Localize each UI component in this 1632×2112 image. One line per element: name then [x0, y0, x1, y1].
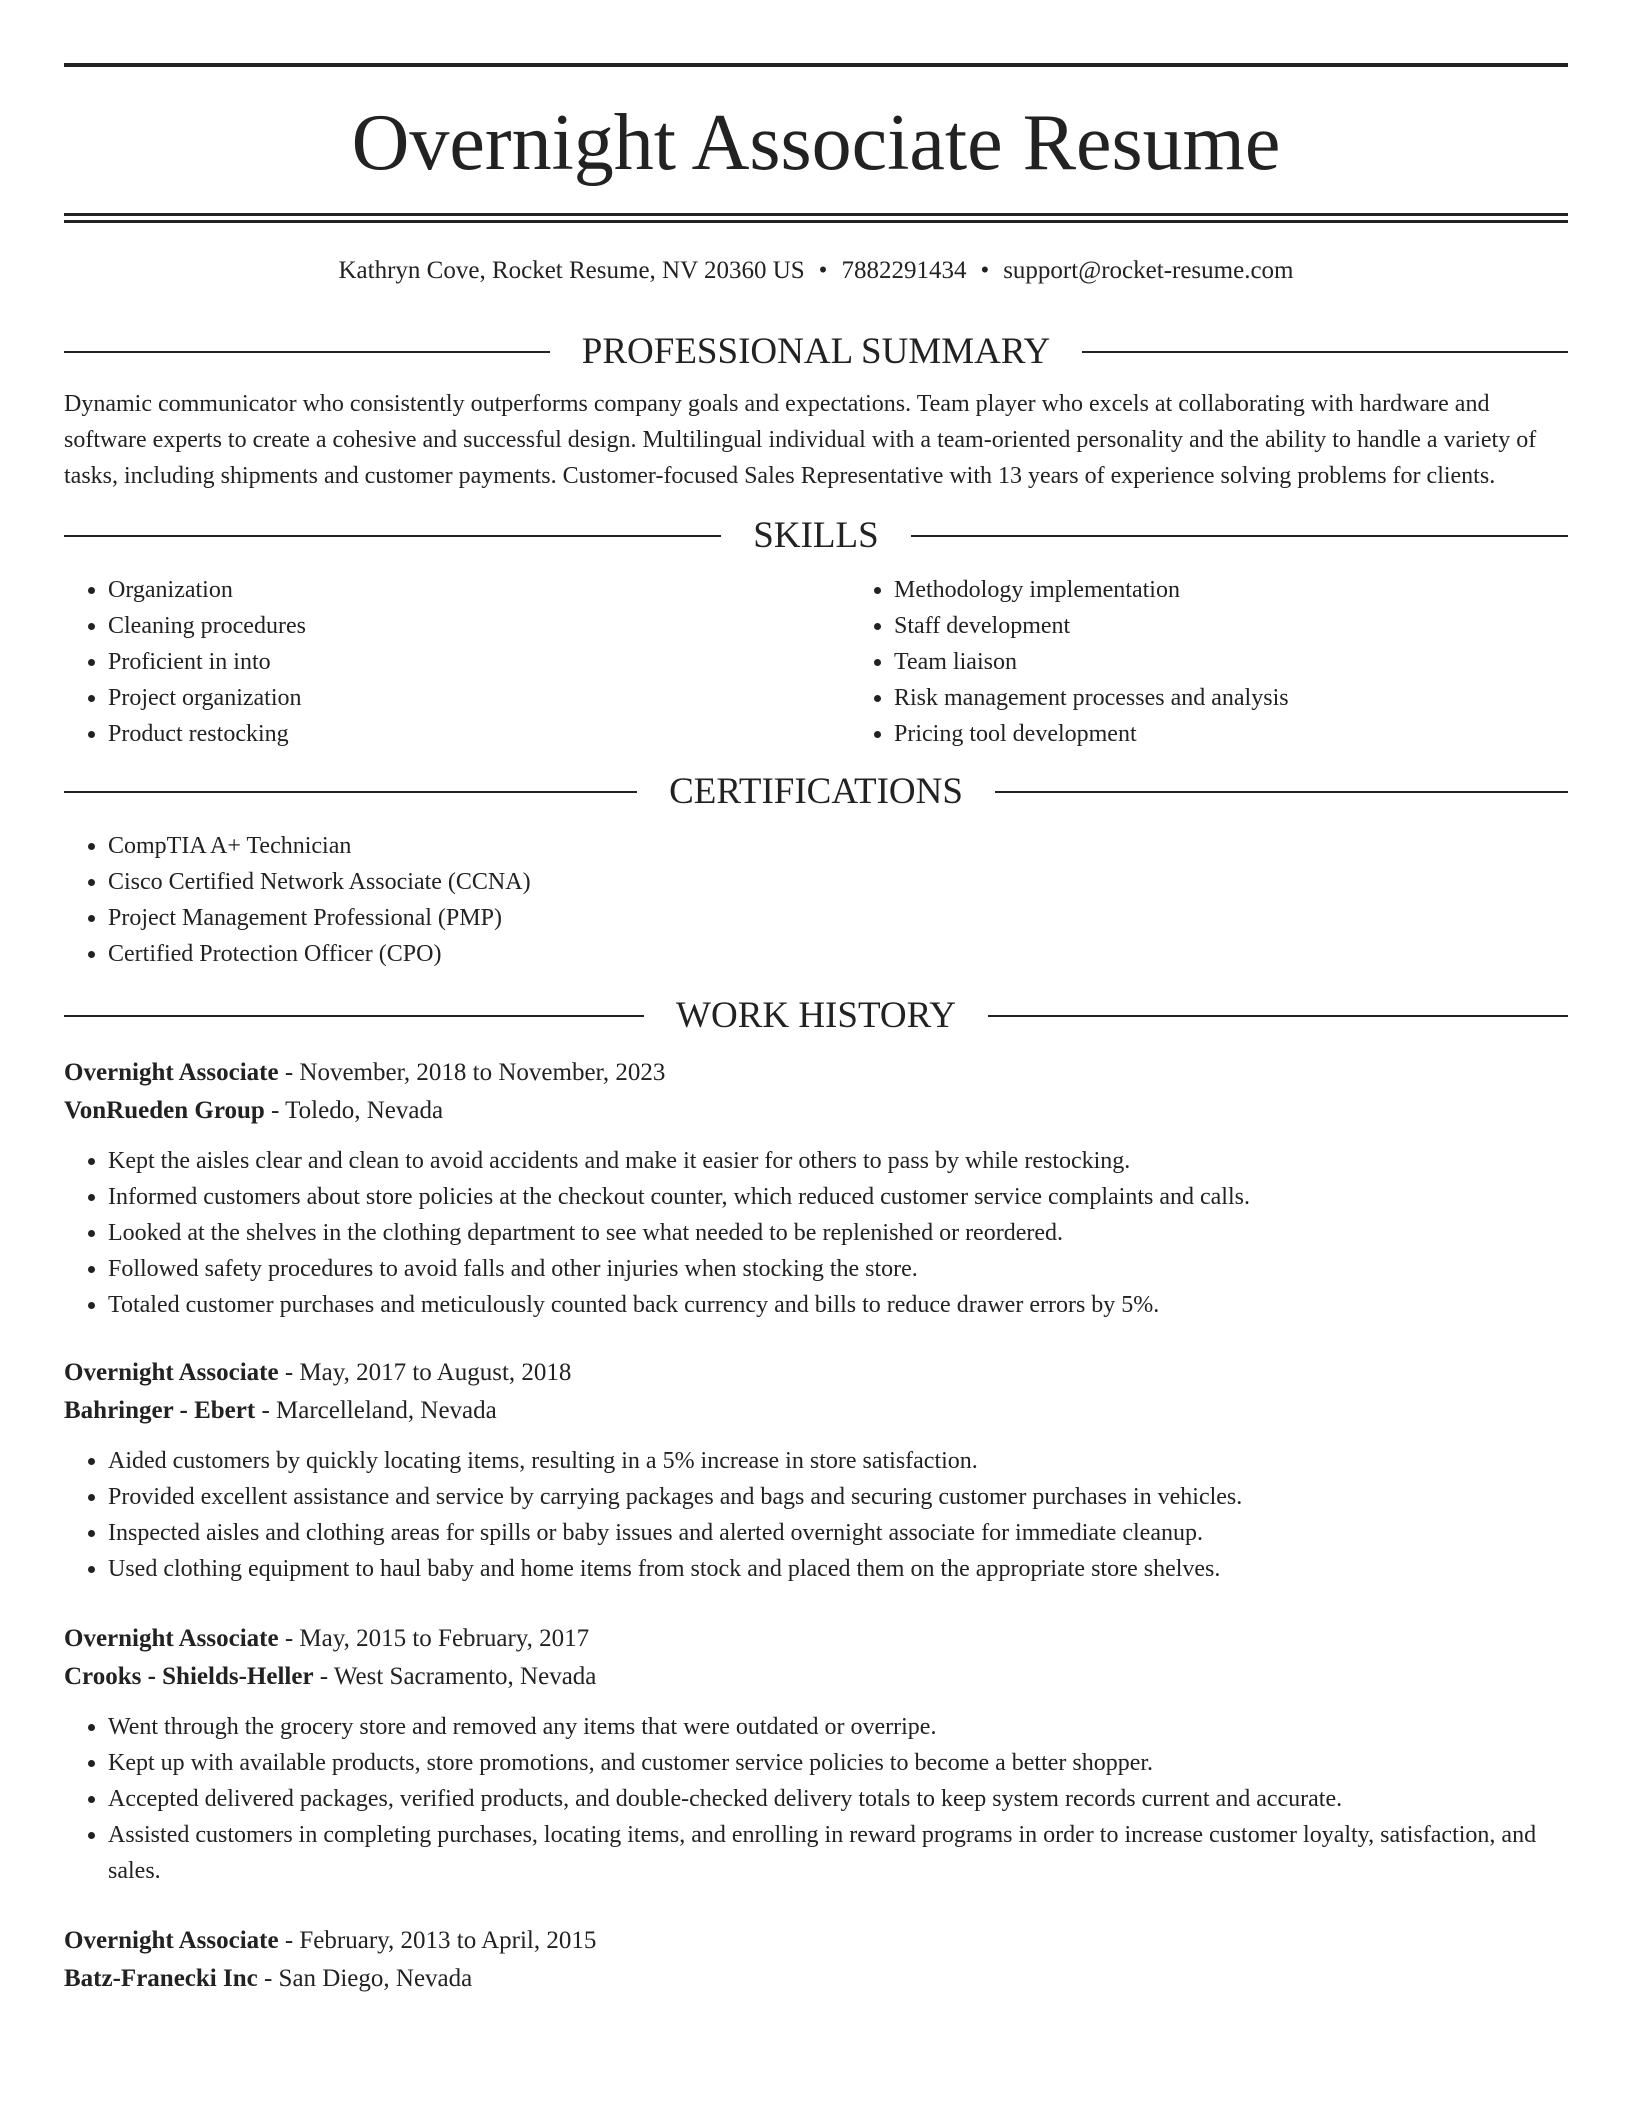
heading-rule	[911, 535, 1568, 537]
skill-item: • Methodology implementation	[894, 572, 1632, 608]
section-heading-certifications	[64, 770, 1568, 814]
skills-grid	[64, 572, 1568, 752]
certification-item: • CompTIA A+ Technician	[108, 828, 1568, 864]
job-company: Bahringer - Ebert	[64, 1397, 256, 1424]
job-company: Crooks - Shields-Heller	[64, 1663, 314, 1690]
job-entry	[64, 1620, 1568, 1889]
job-title: Overnight Associate	[64, 1927, 279, 1954]
skill-item: • Risk management processes and analysis	[894, 680, 1632, 716]
summary-text: Dynamic communicator who consistently outperforms company goals and expectations. Team player who excels at collaborating with hardware and software experts to create a cohesive and successful design. Multilingual individual with a team-oriented personality and the ability to handle a variety of tasks, including shipments and customer payments. Customer-focused Sales Representative with 13 years of experience solving problems for clients.	[64, 391, 1537, 489]
job-title: Overnight Associate	[64, 1359, 279, 1386]
job-duty: • Assisted customers in completing purchases, locating items, and enrolling in reward programs in order to increase customer loyalty, satisfaction, and sales.	[108, 1817, 1568, 1889]
job-duty: • Inspected aisles and clothing areas for spills or baby issues and alerted overnight associate for immediate cleanup.	[108, 1515, 1568, 1551]
heading-rule	[64, 351, 550, 353]
section-title: CERTIFICATIONS	[669, 771, 963, 812]
section-title: PROFESSIONAL SUMMARY	[581, 331, 1051, 372]
page-title: Overnight Associate Resume	[351, 99, 1281, 187]
job-duty: • Kept the aisles clear and clean to avoid accidents and make it easier for others to pass by while restocking.	[108, 1143, 1568, 1179]
job-company-line	[64, 1960, 1568, 1998]
section-title: WORK HISTORY	[676, 995, 956, 1036]
job-dates: - May, 2017 to August, 2018	[278, 1359, 572, 1386]
job-duty: • Followed safety procedures to avoid falls and other injuries when stocking the store.	[108, 1251, 1568, 1287]
skill-item: • Product restocking	[108, 716, 850, 752]
heading-rule	[988, 1015, 1568, 1017]
section-heading-work-history	[64, 994, 1568, 1038]
job-location: - West Sacramento, Nevada	[313, 1663, 597, 1690]
job-duties-list	[64, 1443, 1568, 1587]
skill-item: • Team liaison	[894, 644, 1632, 680]
job-title-line	[64, 1620, 1568, 1658]
title-double-rule	[64, 213, 1568, 223]
job-duty: • Totaled customer purchases and meticulously counted back currency and bills to reduce drawer errors by 5%.	[108, 1287, 1568, 1323]
contact-address: Kathryn Cove, Rocket Resume, NV 20360 US	[338, 257, 805, 284]
job-duty: • Informed customers about store policies at the checkout counter, which reduced customer service complaints and calls.	[108, 1179, 1568, 1215]
skill-item: • Staff development	[894, 608, 1632, 644]
job-duty: • Used clothing equipment to haul baby and home items from stock and placed them on the appropriate store shelves.	[108, 1551, 1568, 1587]
job-dates: - November, 2018 to November, 2023	[278, 1059, 666, 1086]
job-duties-list	[64, 1143, 1568, 1323]
contact-separator: •	[818, 257, 828, 284]
section-heading-skills	[64, 514, 1568, 558]
job-title: Overnight Associate	[64, 1059, 279, 1086]
heading-rule	[1082, 351, 1568, 353]
job-title-line	[64, 1054, 1568, 1092]
job-dates: - February, 2013 to April, 2015	[278, 1927, 597, 1954]
job-duties-list	[64, 1709, 1568, 1889]
job-entry	[64, 1354, 1568, 1587]
section-heading-summary	[64, 330, 1568, 374]
job-company-line	[64, 1092, 1568, 1130]
section-title: SKILLS	[753, 515, 879, 556]
job-company-line	[64, 1392, 1568, 1430]
certifications-list	[64, 828, 1568, 972]
heading-rule	[995, 791, 1568, 793]
heading-rule	[64, 535, 721, 537]
contact-line	[64, 256, 1568, 286]
job-company: Batz-Franecki Inc	[64, 1965, 258, 1992]
skills-list-right	[850, 572, 1632, 752]
top-rule	[64, 63, 1568, 67]
job-duty: • Went through the grocery store and removed any items that were outdated or overripe.	[108, 1709, 1568, 1745]
contact-separator: •	[980, 257, 990, 284]
heading-rule	[64, 1015, 644, 1017]
certification-item: • Certified Protection Officer (CPO)	[108, 936, 1568, 972]
skill-item: • Cleaning procedures	[108, 608, 850, 644]
job-duty: • Accepted delivered packages, verified products, and double-checked delivery totals to keep system records current and accurate.	[108, 1781, 1568, 1817]
job-title: Overnight Associate	[64, 1625, 279, 1652]
skills-list-left	[64, 572, 850, 752]
job-company: VonRueden Group	[64, 1097, 265, 1124]
resume-page	[64, 0, 1568, 1998]
job-dates: - May, 2015 to February, 2017	[278, 1625, 590, 1652]
contact-email[interactable]: support@rocket-resume.com	[1003, 257, 1294, 284]
certification-item: • Cisco Certified Network Associate (CCNA)	[108, 864, 1568, 900]
skill-item: • Pricing tool development	[894, 716, 1632, 752]
certification-item: • Project Management Professional (PMP)	[108, 900, 1568, 936]
job-location: - San Diego, Nevada	[257, 1965, 473, 1992]
heading-rule	[64, 791, 637, 793]
job-location: - Toledo, Nevada	[264, 1097, 444, 1124]
job-entry	[64, 1922, 1568, 1998]
skill-item: • Project organization	[108, 680, 850, 716]
skill-item: • Organization	[108, 572, 850, 608]
job-company-line	[64, 1658, 1568, 1696]
job-duty: • Provided excellent assistance and service by carrying packages and bags and securing customer purchases in vehicles.	[108, 1479, 1568, 1515]
job-duty: • Aided customers by quickly locating items, resulting in a 5% increase in store satisfaction.	[108, 1443, 1568, 1479]
job-title-line	[64, 1922, 1568, 1960]
job-entry	[64, 1054, 1568, 1323]
job-duty: • Kept up with available products, store promotions, and customer service policies to become a better shopper.	[108, 1745, 1568, 1781]
job-title-line	[64, 1354, 1568, 1392]
contact-phone: 7882291434	[841, 257, 967, 284]
job-location: - Marcelleland, Nevada	[255, 1397, 497, 1424]
skill-item: • Proficient in into	[108, 644, 850, 680]
job-duty: • Looked at the shelves in the clothing department to see what needed to be replenished or reordered.	[108, 1215, 1568, 1251]
